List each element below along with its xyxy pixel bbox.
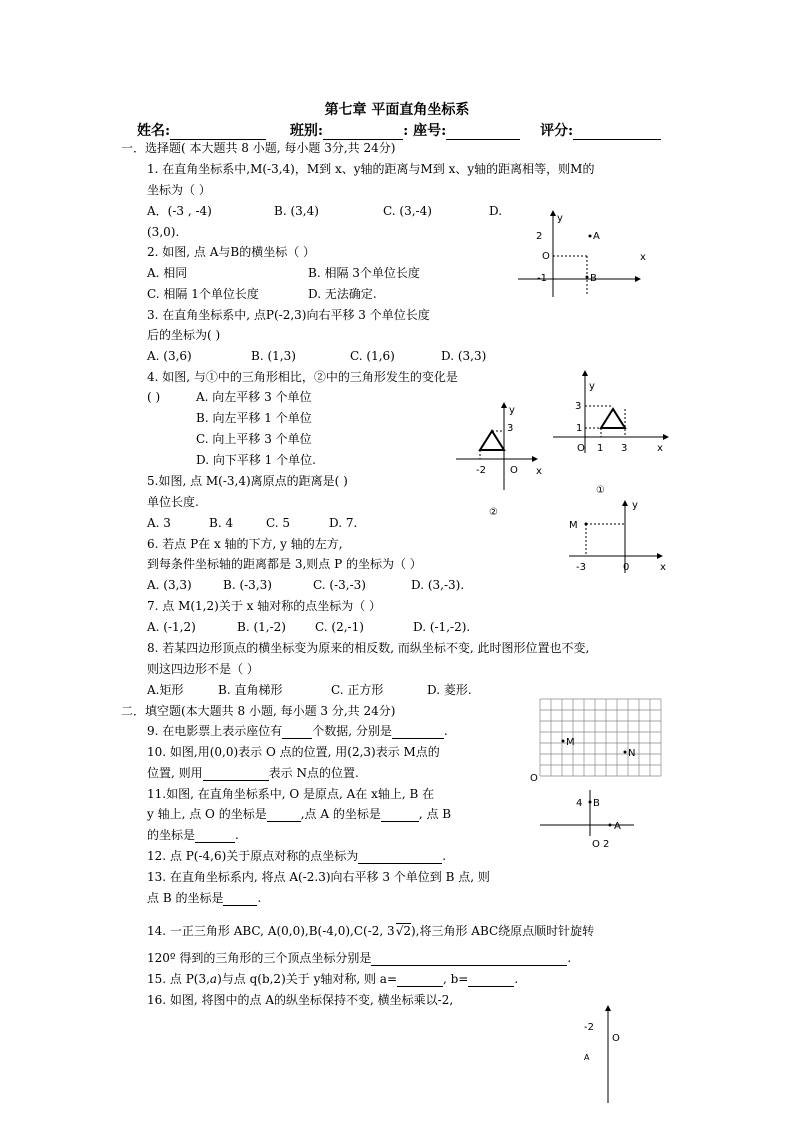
q11-text-mid: ,点 A 的坐标是 <box>300 807 381 821</box>
fig1-tick-y1: 1 <box>576 423 583 434</box>
q8-option-a[interactable]: A.矩形 <box>147 683 184 697</box>
q7-option-d[interactable]: D. (-1,-2). <box>413 620 471 634</box>
fig1-tick-x3: 3 <box>621 443 628 454</box>
q7-option-c[interactable]: C. (2,-1) <box>315 620 364 634</box>
q3-option-a[interactable]: A. (3,6) <box>147 349 192 363</box>
q10-grid-figure <box>528 697 668 787</box>
q16-origin: O <box>612 1033 620 1044</box>
q16-tick-neg2: -2 <box>584 1022 594 1033</box>
q5-y-arrow <box>622 500 628 506</box>
q9-text: 9. 在电影票上表示座位有 <box>147 724 283 738</box>
q14-sqrt: √2 <box>395 924 411 938</box>
q2-x-label: x <box>640 252 646 263</box>
q8-option-b[interactable]: B. 直角梯形 <box>218 683 283 697</box>
q2-y-arrow <box>550 210 556 216</box>
q11-blank-1[interactable] <box>267 807 301 822</box>
q2-point-b <box>586 276 589 279</box>
q5-tick-neg3: -3 <box>576 562 586 573</box>
q11-label-a: A <box>614 821 621 832</box>
q14-line2 <box>147 951 571 966</box>
section1-heading: 一．选择题( 本大题共 8 小题, 每小题 3分,共 24分) <box>121 141 396 155</box>
q10-origin: O <box>530 773 538 784</box>
q12-text: 12. 点 P(-4,6)关于原点对称的点坐标为 <box>147 849 359 863</box>
fig1-tick-x1: 1 <box>597 443 604 454</box>
q9-text-end: . <box>443 724 448 738</box>
q5-x-label: x <box>660 562 666 573</box>
q10-text-end: 表示 N点的位置. <box>268 766 359 780</box>
page-title: 第七章 平面直角坐标系 <box>324 102 470 118</box>
name-blank[interactable] <box>170 125 266 140</box>
q10-line2 <box>147 766 359 781</box>
q4-option-d[interactable]: D. 向下平移 1 个单位. <box>196 453 316 467</box>
q6-option-c[interactable]: C. (-3,-3) <box>313 578 366 592</box>
q5-x-arrow <box>657 553 663 559</box>
q2-option-c[interactable]: C. 相隔 1个单位长度 <box>147 287 259 301</box>
q11-tick-4: 4 <box>576 798 583 809</box>
q3-option-b[interactable]: B. (1,3) <box>251 349 296 363</box>
q4-option-c[interactable]: C. 向上平移 3 个单位 <box>196 432 312 446</box>
fig2-x-arrow <box>532 456 538 462</box>
q2-option-a[interactable]: A. 相同 <box>147 266 188 280</box>
q2-label-b: B <box>590 273 597 284</box>
q8-line2: 则这四边形不是（ ） <box>147 662 259 676</box>
q15-var-a: a <box>209 972 218 986</box>
q7-option-a[interactable]: A. (-1,2) <box>147 620 196 634</box>
q11-text: y 轴上, 点 O 的坐标是 <box>147 807 267 821</box>
fig2-y-arrow <box>501 402 507 408</box>
q2-coordinate-figure <box>510 208 660 318</box>
q11-line1: 11.如图, 在直角坐标系中, O 是原点, A在 x轴上, B 在 <box>147 787 435 801</box>
q2-line1: 2. 如图, 点 A与B的横坐标（ ） <box>147 245 316 259</box>
q7-option-b[interactable]: B. (1,-2) <box>237 620 286 634</box>
q3-option-d[interactable]: D. (3,3) <box>441 349 487 363</box>
q15-blank-b[interactable] <box>468 972 514 987</box>
fig1-y-label: y <box>589 381 595 392</box>
student-info-header <box>137 120 661 140</box>
section2-heading: 二．填空题(本大题共 8 小题, 每小题 3 分,共 24分) <box>121 704 396 718</box>
q11-text-3: 的坐标是 <box>147 828 196 842</box>
q3-line1: 3. 在直角坐标系中, 点P(-2,3)向右平移 3 个单位长度 <box>147 308 430 322</box>
fig2-tick-y3: 3 <box>507 423 514 434</box>
q11-text-3-end: . <box>235 828 239 842</box>
q2-option-d[interactable]: D. 无法确定. <box>308 287 377 301</box>
q4-paren: ( ) <box>147 390 161 404</box>
q16-label-a: A <box>584 1053 590 1062</box>
q6-option-a[interactable]: A. (3,3) <box>147 578 192 592</box>
class-blank[interactable] <box>323 125 403 140</box>
q16-coordinate-figure <box>580 1003 640 1113</box>
q15-blank-a[interactable] <box>397 972 443 987</box>
q1-option-c[interactable]: C. (3,-4) <box>383 204 432 218</box>
q5-coordinate-figure <box>565 498 675 578</box>
fig1-origin: O <box>577 443 585 454</box>
q16-line1: 16. 如图, 将图中的点 A的纵坐标保持不变, 横坐标乘以-2, <box>147 993 454 1007</box>
q14-text-2: 120º 得到的三角形的三个顶点坐标分别是 <box>147 951 372 965</box>
q2-tick-neg1: -1 <box>537 273 547 284</box>
q4-figure-1 <box>545 368 685 498</box>
q4-figure-2 <box>454 400 554 520</box>
q1-option-b[interactable]: B. (3,4) <box>274 204 319 218</box>
q11-label-b: B <box>593 798 600 809</box>
q12-blank[interactable] <box>358 849 442 864</box>
q1-option-a[interactable]: A．(-3 , -4) <box>147 204 212 218</box>
q6-option-d[interactable]: D. (3,-3). <box>411 578 465 592</box>
q1-option-d[interactable]: D. <box>489 204 503 218</box>
q5-y-label: y <box>632 500 638 511</box>
q5-label-m: M <box>569 520 578 531</box>
q9-blank-2[interactable] <box>392 724 444 739</box>
q4-option-a[interactable]: A. 向左平移 3 个单位 <box>196 390 312 404</box>
q2-option-b[interactable]: B. 相隔 3个单位长度 <box>308 266 420 280</box>
seat-blank[interactable] <box>446 125 520 140</box>
q7-line1: 7. 点 M(1,2)关于 x 轴对称的点坐标为（ ） <box>147 599 382 613</box>
q5-option-c[interactable]: C. 5 <box>266 516 291 530</box>
fig1-triangle <box>601 409 625 428</box>
score-blank[interactable] <box>573 125 661 140</box>
q10-grid <box>540 699 661 776</box>
q2-tick-2: 2 <box>536 231 543 242</box>
q12 <box>147 849 446 864</box>
q11-point-b <box>589 801 592 804</box>
q14-text: 14. 一正三角形 ABC, A(0,0),B(-4,0),C(-2, 3 <box>147 924 395 938</box>
q11-origin: O 2 <box>592 839 610 850</box>
q16-y-arrow <box>605 1005 611 1011</box>
seat-label: : 座号: <box>403 123 447 139</box>
q9 <box>147 724 448 739</box>
q1-line2: 坐标为（ ） <box>147 183 211 197</box>
class-label: 班别: <box>289 123 324 139</box>
q5-line2: 单位长度. <box>147 495 199 509</box>
fig2-origin: O <box>510 465 518 476</box>
q10-blank[interactable] <box>203 766 269 781</box>
q12-text-end: . <box>442 849 447 863</box>
q11-blank-3[interactable] <box>195 828 235 843</box>
q5-origin: 0 <box>623 562 630 573</box>
q15 <box>147 972 518 987</box>
q14-blank[interactable] <box>371 951 567 966</box>
q6-line2: 到每条件坐标轴的距离都是 3,则点 P 的坐标为（ ） <box>147 557 422 571</box>
score-label: 评分: <box>540 123 574 139</box>
q14-text-end: ),将三角形 ABC绕原点顺时针旋转 <box>410 924 595 938</box>
q8-option-c[interactable]: C. 正方形 <box>331 683 384 697</box>
q6-option-b[interactable]: B. (-3,3) <box>223 578 272 592</box>
q2-origin: O <box>542 251 550 262</box>
q13-blank[interactable] <box>223 891 257 906</box>
q13-line2 <box>147 891 261 906</box>
fig2-caption: ② <box>489 507 498 518</box>
q5-option-d[interactable]: D. 7. <box>329 516 358 530</box>
name-label: 姓名: <box>137 123 171 139</box>
q10-point-m <box>562 740 565 743</box>
fig2-y-label: y <box>509 405 515 416</box>
q3-line2: 后的坐标为( ) <box>147 328 221 342</box>
q2-y-label: y <box>557 213 563 224</box>
q15-text: 15. 点 P(3, <box>147 972 210 986</box>
fig1-tick-y3: 3 <box>575 401 582 412</box>
q4-option-b[interactable]: B. 向左平移 1 个单位 <box>196 411 312 425</box>
q9-blank-1[interactable] <box>282 724 312 739</box>
q13-line1: 13. 在直角坐标系内, 将点 A(-2.3)向右平移 3 个单位到 B 点, 则 <box>147 870 490 884</box>
fig2-tick-neg2: -2 <box>476 465 486 476</box>
q2-x-arrow <box>635 276 641 282</box>
q4-line1: 4. 如图, 与①中的三角形相比，②中的三角形发生的变化是 <box>147 370 458 384</box>
fig2-x-label: x <box>536 466 542 477</box>
q9-text-mid: 个数据, 分别是 <box>312 724 392 738</box>
q1-line1: 1. 在直角坐标系中,M(-3,4)，M到 x、y轴的距离与M到 x、y轴的距离相等，则M的 <box>147 162 595 176</box>
q5-point-m <box>585 523 588 526</box>
q2-point-a <box>589 235 592 238</box>
q13-text-end: . <box>257 891 262 905</box>
q10-point-n <box>624 751 627 754</box>
fig1-x-label: x <box>657 443 663 454</box>
q8-option-d[interactable]: D. 菱形. <box>427 683 472 697</box>
fig2-triangle <box>480 431 504 450</box>
q11-line2 <box>147 807 451 822</box>
q14-line1 <box>147 923 594 939</box>
q1-option-d-value: (3,0). <box>147 225 180 239</box>
fig1-y-arrow <box>582 370 588 376</box>
q15-text-mid2: , b= <box>443 972 469 986</box>
q5-option-b[interactable]: B. 4 <box>209 516 234 530</box>
q10-label-n: N <box>628 748 636 759</box>
q13-text: 点 B 的坐标是 <box>147 891 224 905</box>
q11-text-mid2: , 点 B <box>418 807 452 821</box>
q5-option-a[interactable]: A. 3 <box>147 516 171 530</box>
fig1-caption: ① <box>596 485 605 496</box>
q10-line1: 10. 如图,用(0,0)表示 O 点的位置, 用(2,3)表示 M点的 <box>147 745 440 759</box>
q10-text: 位置, 则用 <box>147 766 203 780</box>
q10-label-m: M <box>566 737 575 748</box>
q3-option-c[interactable]: C. (1,6) <box>350 349 395 363</box>
q14-sqrt-value: 2 <box>403 924 411 938</box>
q6-line1: 6. 若点 P在 x 轴的下方, y 轴的左方, <box>147 537 343 551</box>
q15-text-end: . <box>514 972 519 986</box>
q5-line1: 5.如图, 点 M(-3,4)离原点的距离是( ) <box>147 474 348 488</box>
q11-coordinate-figure <box>538 788 648 853</box>
q14-text-2-end: . <box>567 951 572 965</box>
q15-text-mid: )与点 q(b,2)关于 y轴对称, 则 a= <box>217 972 397 986</box>
q11-line3 <box>147 828 239 843</box>
q8-line1: 8. 若某四边形顶点的横坐标变为原来的相反数, 而纵坐标不变, 此时图形位置也不变, <box>147 641 590 655</box>
q11-blank-2[interactable] <box>381 807 419 822</box>
fig1-x-arrow <box>663 434 669 440</box>
q11-point-a <box>609 824 612 827</box>
q2-label-a: A <box>593 231 600 242</box>
